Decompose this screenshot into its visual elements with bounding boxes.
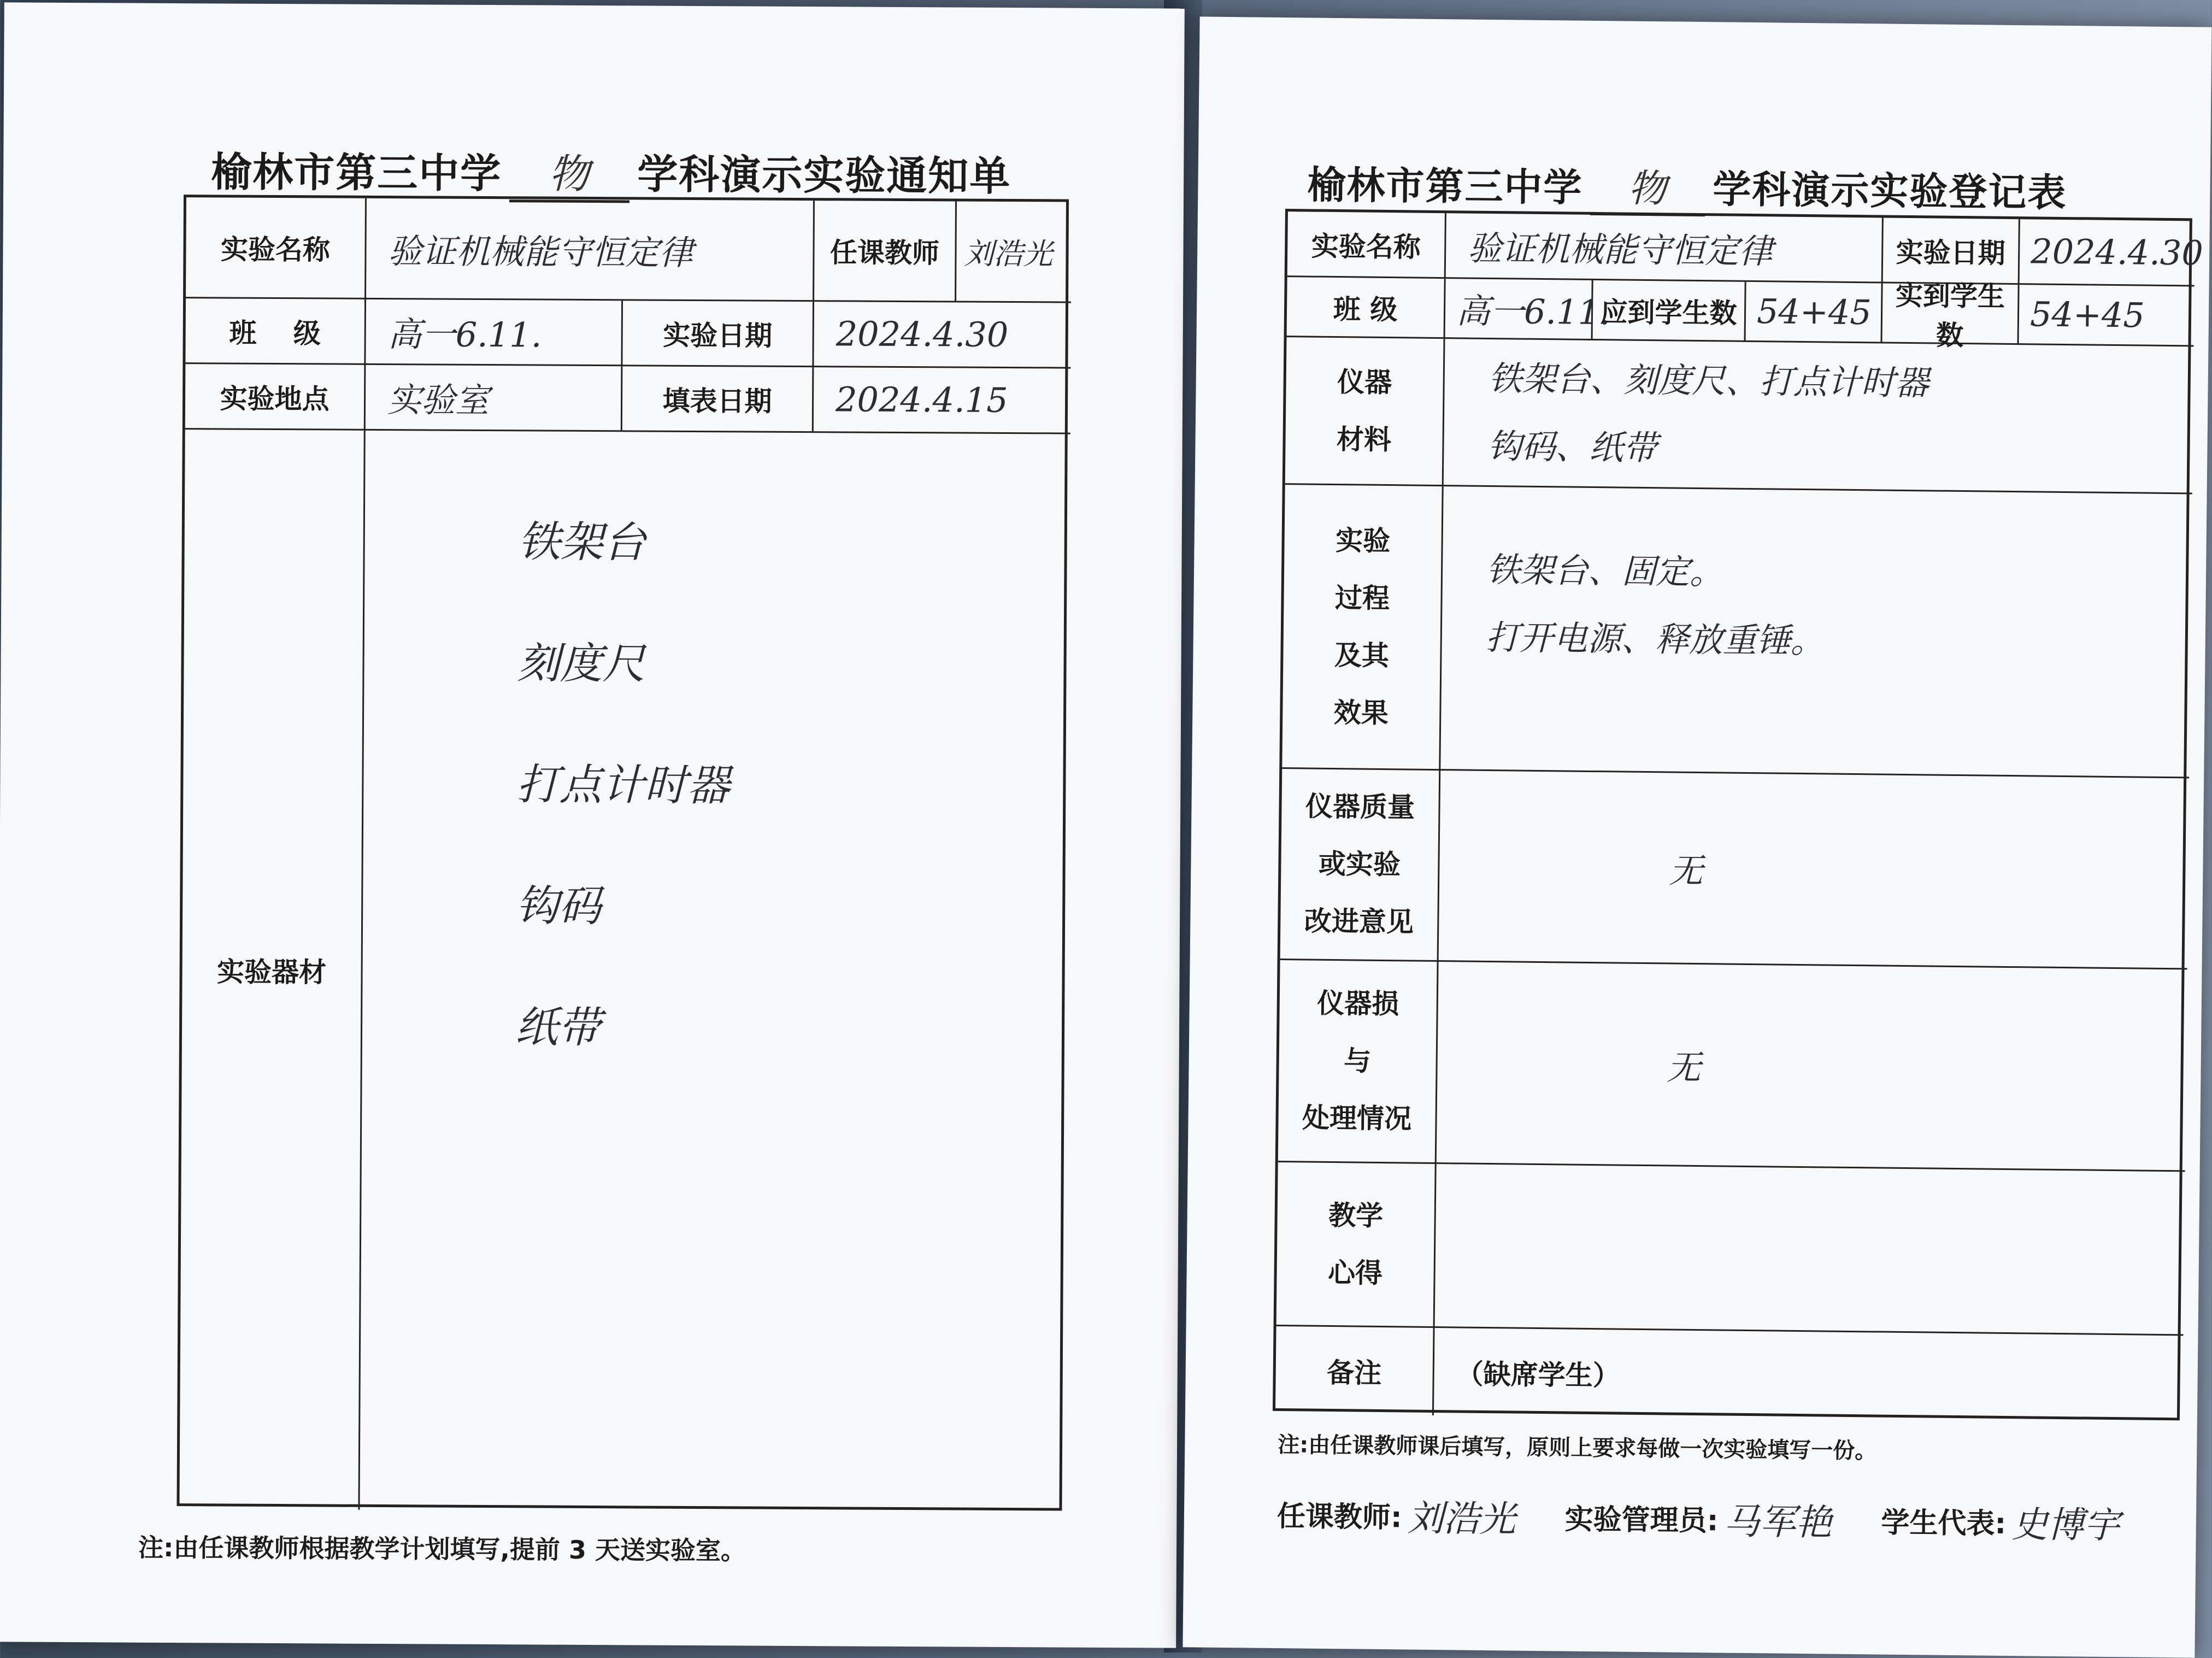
notice-fill-date-label: 填表日期 bbox=[622, 366, 814, 433]
label-line: 教学 bbox=[1328, 1199, 1384, 1232]
register-date-value: 2024.4.30 bbox=[2020, 219, 2195, 286]
register-subject: 物 bbox=[1590, 157, 1705, 216]
notice-exp-date-label: 实验日期 bbox=[622, 301, 814, 367]
equipment-item: 纸带 bbox=[515, 1003, 601, 1053]
label-line: 或实验 bbox=[1318, 848, 1401, 881]
teacher-sign-label: 任课教师: bbox=[1276, 1500, 1403, 1534]
notice-sheet bbox=[0, 2, 1185, 1648]
register-actual-value: 54+45 bbox=[2019, 285, 2194, 346]
register-quality-label bbox=[1280, 769, 1441, 962]
label-line: 仪器质量 bbox=[1305, 790, 1415, 824]
equipment-item: 刻度尺 bbox=[517, 639, 645, 689]
notice-equipment-list bbox=[360, 431, 1070, 1514]
register-insight-value bbox=[1435, 1164, 2185, 1336]
value-line: 铁架台、刻度尺、打点计时器 bbox=[1488, 358, 1929, 403]
register-remarks-value: （缺席学生） bbox=[1456, 1358, 1620, 1392]
notice-class-value: 高一6.11. bbox=[366, 299, 623, 366]
register-signatures bbox=[1277, 1488, 2120, 1548]
register-title-prefix: 榆林市第三中学 bbox=[1307, 162, 1583, 210]
register-footnote: 注:由任课教师课后填写，原则上要求每做一次实验填写一份。 bbox=[1278, 1432, 1877, 1464]
notice-teacher-value: 刘浩光 bbox=[956, 201, 1072, 303]
register-damage-label bbox=[1278, 960, 1439, 1164]
notice-exp-date-value: 2024.4.30 bbox=[814, 302, 1071, 368]
register-insight-label bbox=[1276, 1162, 1437, 1328]
register-title-suffix: 学科演示实验登记表 bbox=[1712, 167, 2067, 216]
register-class-label: 班 级 bbox=[1287, 277, 1446, 339]
register-name-value: 验证机械能守恒定律 bbox=[1446, 213, 1884, 283]
equipment-item: 打点计时器 bbox=[516, 760, 730, 811]
student-sign-label: 学生代表: bbox=[1881, 1506, 2007, 1541]
label-line: 仪器损 bbox=[1316, 987, 1399, 1020]
notice-title-prefix: 榆林市第三中学 bbox=[211, 149, 502, 198]
teacher-signature: 刘浩光 bbox=[1407, 1497, 1516, 1541]
register-instruments-value bbox=[1444, 339, 2194, 494]
equipment-item: 钩码 bbox=[515, 881, 602, 932]
label-line: 心得 bbox=[1327, 1256, 1383, 1289]
label-line: 材料 bbox=[1336, 423, 1392, 456]
notice-class-label: 班 级 bbox=[185, 298, 366, 365]
admin-signature: 马军艳 bbox=[1723, 1500, 1832, 1544]
label-line: 过程 bbox=[1334, 581, 1390, 614]
notice-location-value: 实验室 bbox=[366, 365, 623, 432]
register-quality-value: 无 bbox=[1439, 771, 2190, 969]
register-instruments-label bbox=[1285, 337, 1445, 486]
label-line: 效果 bbox=[1333, 696, 1389, 729]
label-line: 仪器 bbox=[1337, 366, 1392, 398]
register-sheet bbox=[1183, 16, 2211, 1657]
notice-location-label: 实验地点 bbox=[185, 364, 366, 431]
label-line: 及其 bbox=[1334, 639, 1390, 672]
notice-equipment-label: 实验器材 bbox=[179, 430, 365, 1510]
notice-fill-date-value: 2024.4.15 bbox=[814, 367, 1071, 434]
register-remarks-label: 备注 bbox=[1275, 1326, 1435, 1415]
register-date-label: 实验日期 bbox=[1883, 218, 2020, 285]
student-signature: 史博宇 bbox=[2011, 1503, 2120, 1547]
value-line: 铁架台、固定。 bbox=[1486, 549, 1724, 592]
notice-table bbox=[177, 195, 1069, 1510]
register-expected-value: 54+45 bbox=[1745, 282, 1882, 344]
equipment-item: 铁架台 bbox=[517, 518, 646, 568]
notice-teacher-label: 任课教师 bbox=[814, 201, 957, 302]
notice-name-label: 实验名称 bbox=[186, 197, 367, 299]
value-line: 打开电源、释放重锤。 bbox=[1485, 617, 1825, 661]
register-process-value bbox=[1440, 486, 2192, 778]
notice-title-suffix: 学科演示实验通知单 bbox=[637, 151, 1011, 201]
label-line: 处理情况 bbox=[1302, 1102, 1412, 1135]
notice-subject: 物 bbox=[509, 142, 630, 203]
label-line: 改进意见 bbox=[1304, 905, 1414, 938]
register-table bbox=[1273, 209, 2204, 1420]
register-process-label bbox=[1282, 485, 1443, 771]
label-line: 实验 bbox=[1335, 524, 1391, 557]
label-line: 与 bbox=[1343, 1045, 1372, 1077]
register-actual-label: 实到学生数 bbox=[1882, 284, 2019, 345]
value-line: 钩码、纸带 bbox=[1487, 426, 1657, 468]
notice-footnote: 注:由任课教师根据教学计划填写,提前 3 天送实验室。 bbox=[138, 1532, 746, 1566]
register-damage-value: 无 bbox=[1437, 962, 2187, 1172]
register-name-label: 实验名称 bbox=[1287, 211, 1446, 279]
notice-name-value: 验证机械能守恒定律 bbox=[366, 198, 815, 302]
register-expected-label: 应到学生数 bbox=[1593, 280, 1746, 342]
register-class-value: 高一6.11. bbox=[1445, 279, 1593, 340]
admin-sign-label: 实验管理员: bbox=[1564, 1503, 1719, 1538]
